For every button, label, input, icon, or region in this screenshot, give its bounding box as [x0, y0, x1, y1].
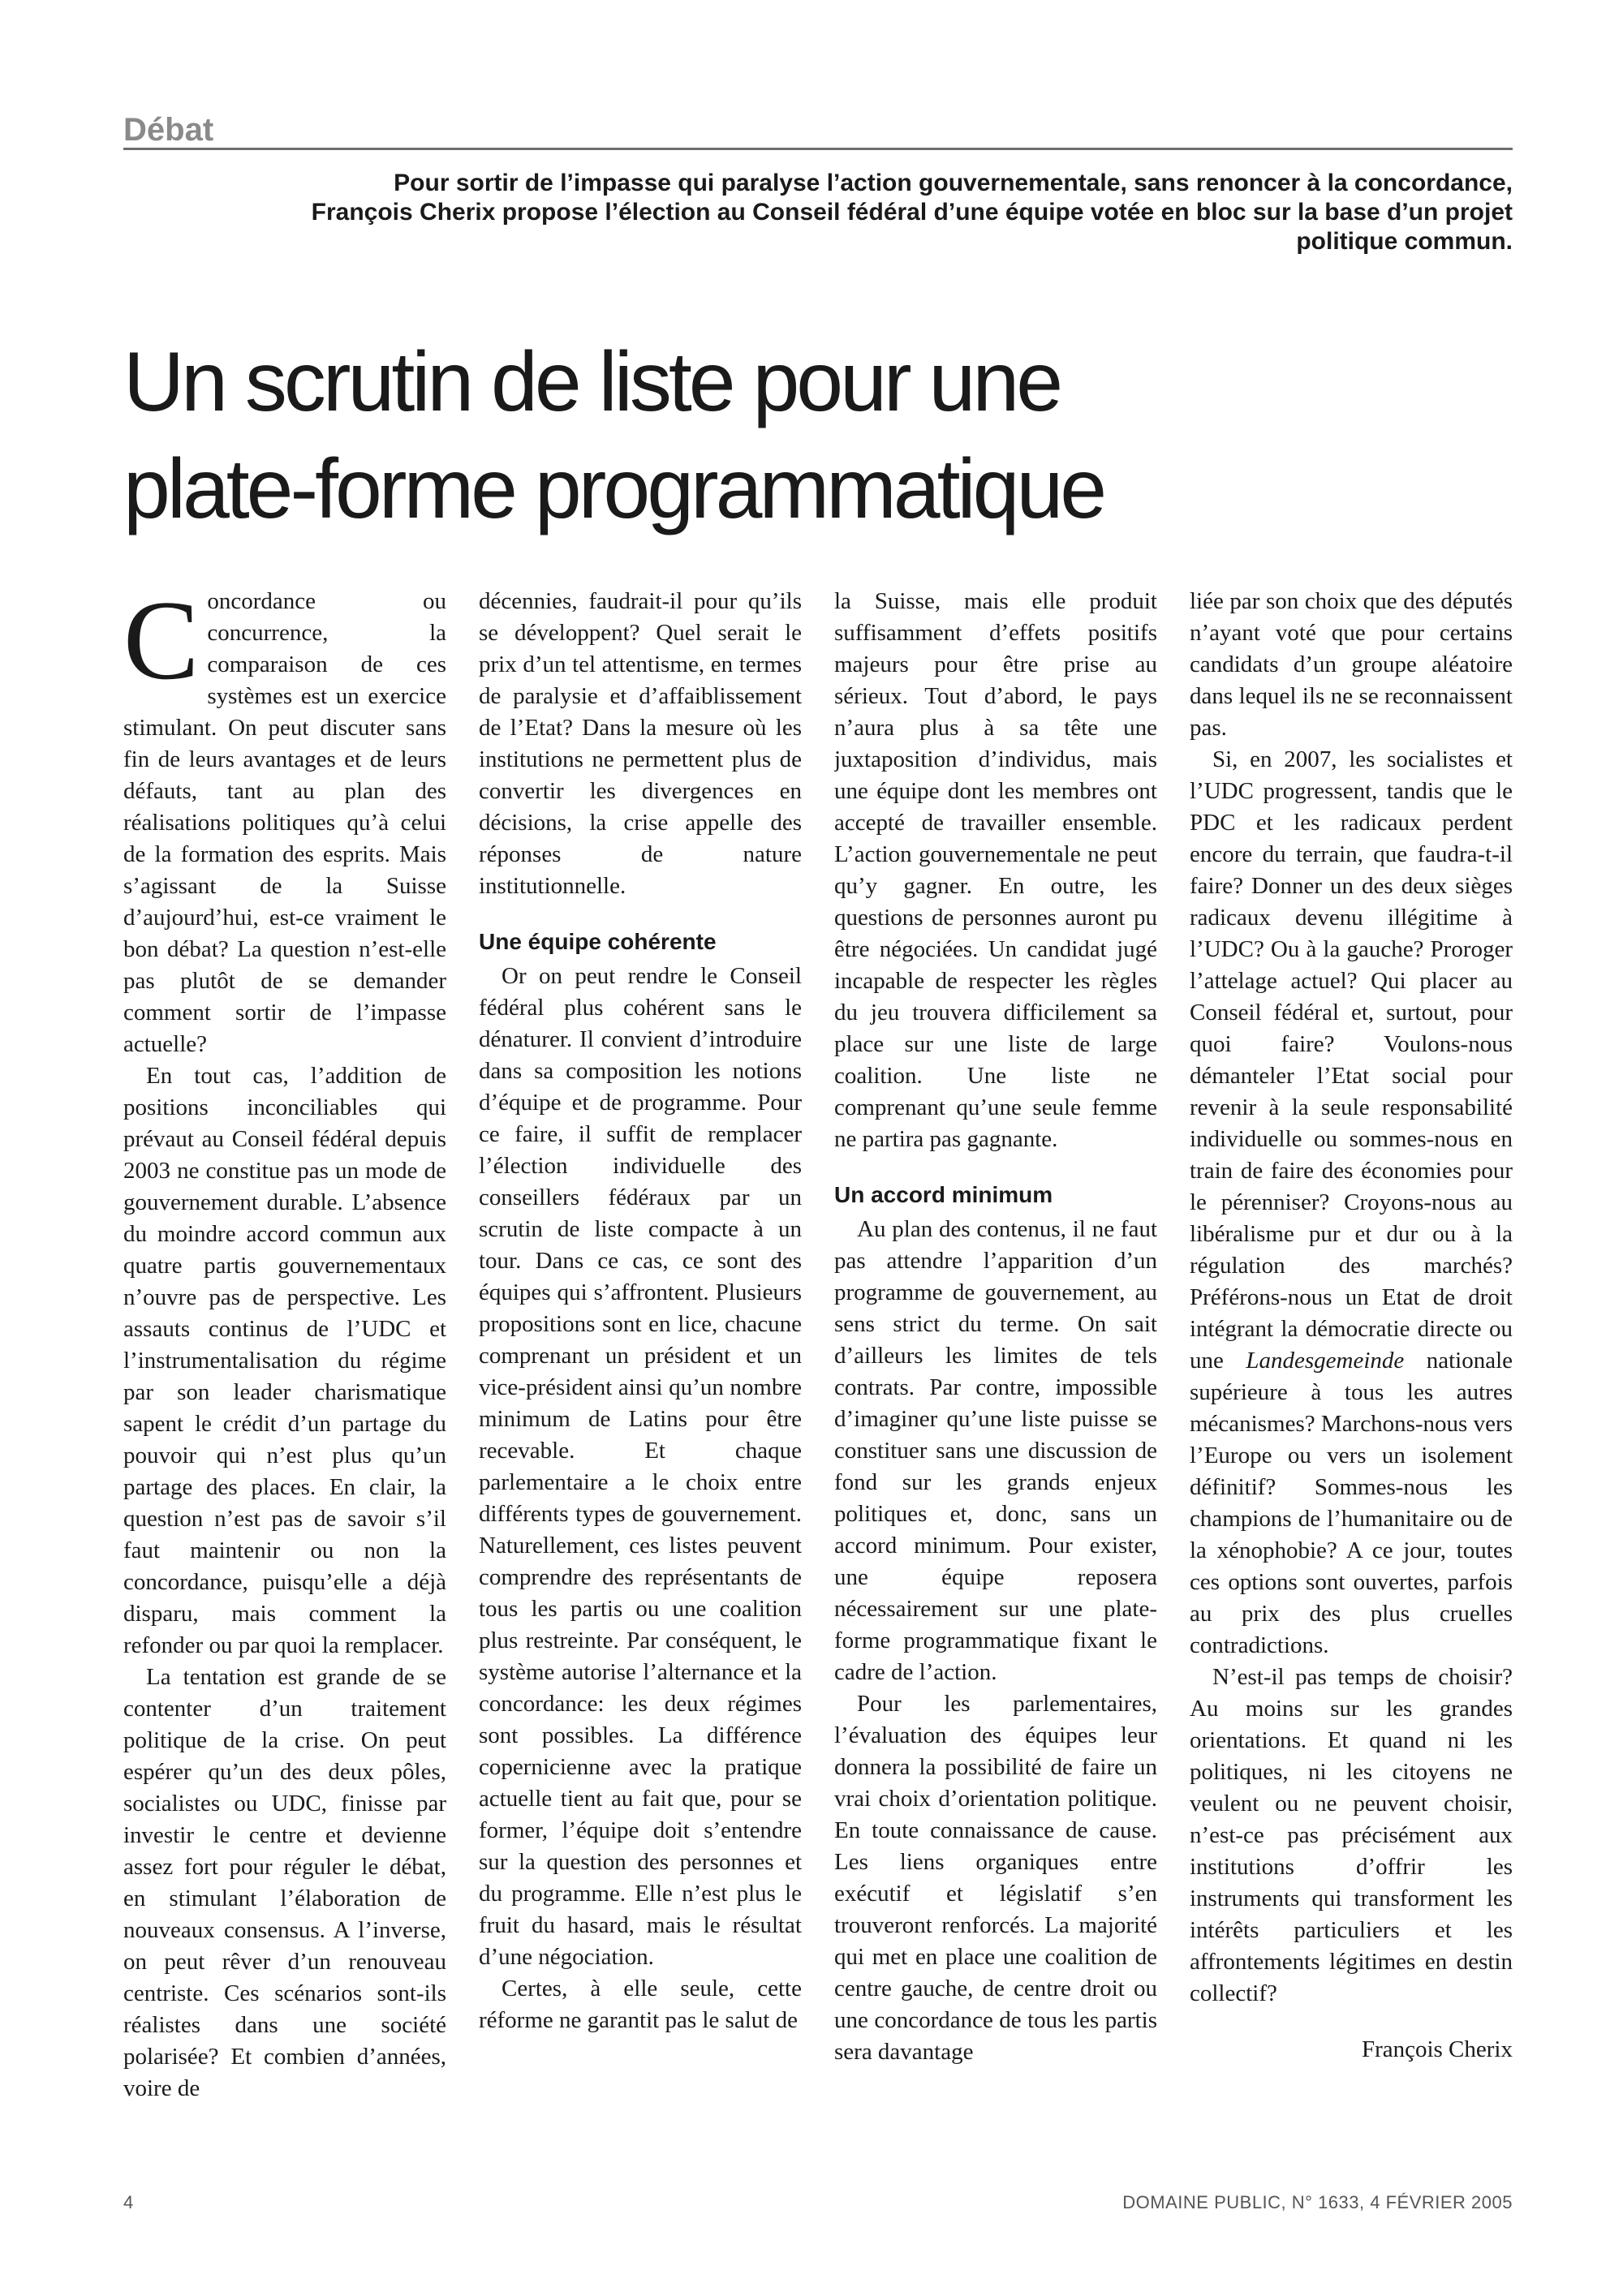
paragraph: La tentation est grande de se contenter d’un traitement politique de la crise. On peut espérer qu’un des deux pôles, socialistes ou UDC, finisse par investir le centre et devienne assez fort pour réguler le débat, en stimulant l’élaboration de nouveaux consensus. A l’inverse, on peut rêver d’un renouveau centriste. Ces scénarios sont-ils réalistes dans une société polarisée? Et combien d’années, voire de [123, 1664, 446, 2101]
paragraph: liée par son choix que des députés n’ayant voté que pour certains candidats d’un groupe aléatoire dans lequel ils ne se reconnaissent pas. [1190, 588, 1513, 741]
paragraph: N’est-il pas temps de choisir? Au moins sur les grandes orientations. Et quand ni les politiques, ni les citoyens ne veulent ou ne peuvent choisir, n’est-ce pas précisément aux institutions d’offrir les instruments qui transforment les intérêts particuliers et les affrontements légitimes en destin collectif? [1190, 1664, 1513, 2006]
paragraph: Au plan des contenus, il ne faut pas attendre l’apparition d’un programme de gouvernement, au sens strict du terme. On sait d’ailleurs les limites de tels contrats. Par contre, impossible d’imaginer qu’une liste puisse se constituer sans une discussion de fond sur les grands enjeux politiques et, donc, sans un accord minimum. Pour exister, une équipe reposera nécessairement sur une plate-forme programmatique fixant le cadre de l’action. [834, 1216, 1157, 1685]
column-4 [1190, 586, 1513, 2127]
column-3 [834, 586, 1157, 2127]
article-title [123, 329, 1519, 543]
section-label: Débat [123, 110, 1513, 150]
drop-cap: C [123, 586, 200, 703]
paragraph: En tout cas, l’addition de positions inconciliables qui prévaut au Conseil fédéral depuis 2003 ne constitue pas un mode de gouvernement durable. L’absence du moindre accord commun aux quatre partis gouvernementaux n’ouvre pas de perspective. Les assauts continus de l’UDC et l’instrumentalisation du régime par son leader charismatique sapent le crédit d’un partage du pouvoir qui n’est plus qu’un partage des places. En clair, la question n’est pas de savoir s’il faut maintenir ou non la concordance, puisqu’elle a déjà disparu, mais comment la refonder ou par quoi la remplacer. [123, 1063, 446, 1658]
paragraph [1190, 744, 1513, 1662]
author-signature: François Cherix [1361, 2036, 1513, 2062]
paragraph-text: Si, en 2007, les socialistes et l’UDC progressent, tandis que le PDC et les radicaux perdent encore du terrain, que faudra-t-il faire? Donner un des deux sièges radicaux devenu illégitime à l’UDC? Ou à la gauche? Proroger l’attelage actuel? Qui placer au Conseil fédéral et, surtout, pour quoi faire? Voulons-nous démanteler l’Etat social pour revenir à la seule responsabilité individuelle ou sommes-nous en train de faire des économies pour le pérenniser? Croyons-nous au libéralisme pur et dur ou à la régulation des marchés? Préférons-nous un Etat de droit intégrant la démocratie directe ou une [1190, 746, 1513, 1374]
paragraph-text: oncordance ou concurrence, la comparaison de ces systèmes est un exercice stimulant. On peut discuter sans fin de leurs avantages et de leurs défauts, tant au plan des réalisations politiques qu’à celui de la formation des esprits. Mais s’agissant de la Suisse d’aujourd’hui, est-ce vraiment le bon débat? La question n’est-elle pas plutôt de se demander comment sortir de l’impasse actuelle? [123, 588, 446, 1057]
column-1 [123, 586, 446, 2127]
column-2 [479, 586, 802, 2127]
paragraph: Pour les parlementaires, l’évaluation des équipes leur donnera la possibilité de faire un vrai choix d’orientation politique. En toute connaissance de cause. Les liens organiques entre exécutif et législatif s’en trouveront renforcés. La majorité qui met en place une coalition de centre gauche, de centre droit ou une concordance de tous les partis sera davantage [834, 1691, 1157, 2065]
paragraph: décennies, faudrait-il pour qu’ils se développent? Quel serait le prix d’un tel attentisme, en termes de paralysie et d’affaiblissement de l’Etat? Dans la mesure où les institutions ne permettent plus de convertir les divergences en décisions, la crise appelle des réponses de nature institutionnelle. [479, 588, 802, 899]
paragraph: Or on peut rendre le Conseil fédéral plus cohérent sans le dénaturer. Il convient d’introduire dans sa composition les notions d’équipe et de programme. Pour ce faire, il suffit de remplacer l’élection individuelle des conseillers fédéraux par un scrutin de liste compacte à un tour. Dans ce cas, ce sont des équipes qui s’affrontent. Plusieurs propositions sont en lice, chacune comprenant un président et un vice-président ainsi qu’un nombre minimum de Latins pour être recevable. Et chaque parlementaire a le choix entre différents types de gouvernement. Naturellement, ces listes peuvent comprendre des représentants de tous les partis ou une coalition plus restreinte. Par conséquent, le système autorise l’alternance et la concordance: les deux régimes sont possibles. La différence copernicienne avec la pratique actuelle tient au fait que, pour se former, l’équipe doit s’entendre sur la question des personnes et du programme. Elle n’est plus le fruit du hasard, mais le résultat d’une négociation. [479, 963, 802, 1970]
subheading: Une équipe cohérente [479, 929, 717, 954]
paragraph: Certes, à elle seule, cette réforme ne garantit pas le salut de [479, 1976, 802, 2033]
title-line-1: Un scrutin de liste pour une [123, 335, 1061, 429]
article-body [123, 586, 1513, 2127]
publication-info: DOMAINE PUBLIC, N° 1633, 4 FÉVRIER 2005 [1122, 2192, 1513, 2212]
title-line-2: plate-forme programmatique [123, 442, 1104, 536]
emphasis: Landesgemeinde [1246, 1348, 1405, 1374]
paragraph [123, 586, 446, 1060]
subheading: Un accord minimum [834, 1182, 1053, 1207]
article-intro: Pour sortir de l’impasse qui paralyse l’action gouvernementale, sans renoncer à la concordance, François Cherix propose l’élection au Conseil fédéral d’une équipe votée en bloc sur la base d’un projet politique commun. [311, 170, 1513, 255]
page-number: 4 [123, 2192, 134, 2212]
paragraph: la Suisse, mais elle produit suffisamment d’effets positifs majeurs pour être prise au sérieux. Tout d’abord, le pays n’aura plus à sa tête une juxtaposition d’individus, mais une équipe dont les membres ont accepté de travailler ensemble. L’action gouvernementale ne peut qu’y gagner. En outre, les questions de personnes auront pu être négociées. Un candidat jugé incapable de respecter les règles du jeu trouvera difficilement sa place sur une liste de large coalition. Une liste ne comprenant qu’une seule femme ne partira pas gagnante. [834, 588, 1157, 1152]
paragraph-text: nationale supérieure à tous les autres mécanismes? Marchons-nous vers l’Europe ou vers un isolement définitif? Sommes-nous les champions de l’humanitaire ou de la xénophobie? A ce jour, toutes ces options sont ouvertes, parfois au prix des plus cruelles contradictions. [1190, 1348, 1513, 1658]
